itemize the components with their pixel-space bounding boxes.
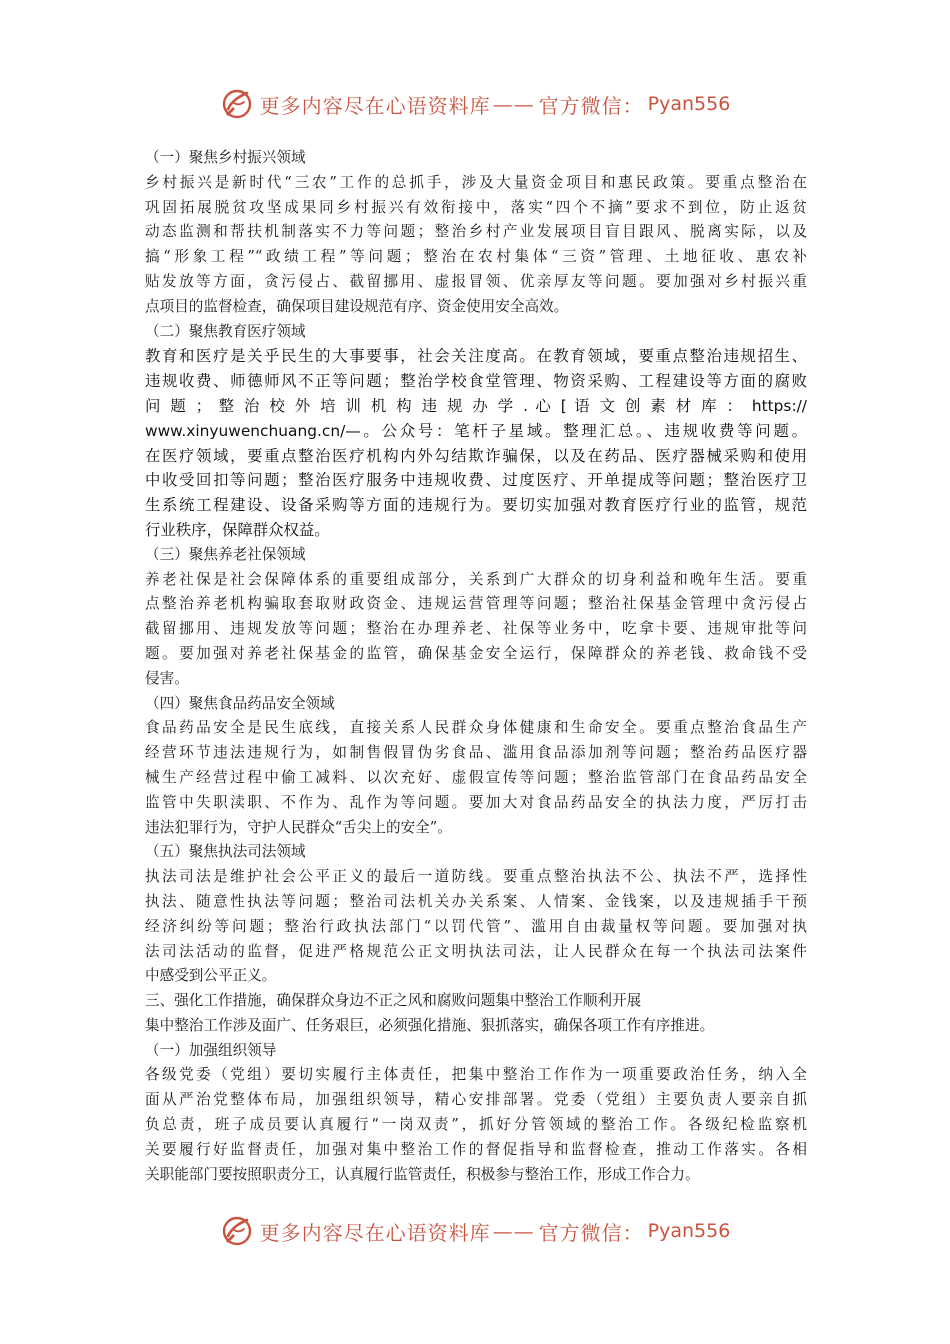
wechat-id: Pyan556 [647,1220,731,1242]
paragraph-line: 经营环节违法违规行为，如制售假冒伪劣食品、滥用食品添加剂等问题；整治药品医疗器 [145,744,807,762]
paragraph-line: 中收受回扣等问题；整治医疗服务中违规收费、过度医疗、开单提成等问题；整治医疗卫 [145,471,807,490]
paragraph-line: 行业秩序，保障群众权益。 [145,520,330,539]
paragraph-line: 点整治养老机构骗取套取财政资金、违规运营管理等问题；整治社保基金管理中贪污侵占 [145,595,807,613]
paragraph-line: 巩固拓展脱贫攻坚成果同乡村振兴有效衔接中，落实“四个不摘”要求不到位，防止返贫 [145,198,807,216]
paragraph-line: 养老社保是社会保障体系的重要组成部分，关系到广大群众的切身利益和晚年生活。要重 [145,570,807,588]
pen-logo-icon [220,1214,254,1248]
paragraph-line: 法司法活动的监督，促进严格规范公正文明执法司法，让人民群众在每一个执法司法案件 [145,942,807,960]
paragraph-line: 侵害。 [145,669,189,687]
section-heading-rural: （一）聚焦乡村振兴领域 [145,149,306,166]
paragraph-line: 点项目的监督检查，确保项目建设规范有序、资金使用安全高效。 [145,297,569,315]
paragraph-line: 面从严治党整体布局，加强组织领导，精心安排部署。党委（党组）主要负责人要亲自抓 [145,1091,807,1109]
paragraph-line: 生系统工程建设、设备采购等方面的违规行为。要切实加强对教育医疗行业的监管，规范 [145,496,807,515]
paragraph-line: 教育和医疗是关乎民生的大事要事，社会关注度高。在教育领域，要重点整治违规招生、 [145,347,807,366]
header-watermark-banner [0,84,950,124]
section-heading-education-medical: （二）聚焦教育医疗领域 [145,322,306,340]
paragraph-line: 关要履行好监督责任，加强对集中整治工作的督促指导和监督检查，推动工作落实。各相 [145,1140,807,1158]
paragraph-line: 关职能部门要按照职责分工，认真履行监管责任，积极参与整治工作，形成工作合力。 [145,1165,700,1183]
banner-separator: —— [492,92,535,116]
document-body [145,146,807,1187]
paragraph-line: 集中整治工作涉及面广、任务艰巨，必须强化措施、狠抓落实，确保各项工作有序推进。 [145,1016,715,1034]
paragraph-line: 贴发放等方面，贪污侵占、截留挪用、虚报冒领、优亲厚友等问题。要加强对乡村振兴重 [145,272,807,290]
section-heading-elderly-social: （三）聚焦养老社保领域 [145,545,306,563]
paragraph-line: 经济纠纷等问题；整治行政执法部门“以罚代管”、滥用自由裁量权等问题。要加强对执 [145,917,807,935]
paragraph-line: 监管中失职渎职、不作为、乱作为等问题。要加大对食品药品安全的执法力度，严厉打击 [145,793,807,811]
pen-logo-icon [220,87,254,121]
paragraph-line: 问 题 ； 整 治 校 外 培 训 机 构 违 规 办 学 . 心 [ 语 文 创 素 材 库 ： https:// [145,396,807,415]
brand-text: 更多内容尽在心语资料库 [259,1220,491,1245]
paragraph-line: 执法、随意性执法等问题；整治司法机关办关系案、人情案、金钱案，以及违规插手干预 [145,892,807,910]
paragraph-line: www.xinyuwenchuang.cn/—。公众号：笔杆子星域。整理汇总。、违规收费等问题。 [145,421,807,440]
paragraph-line: 食品药品安全是民生底线，直接关系人民群众身体健康和生命安全。要重点整治食品生产 [145,719,807,737]
paragraph-line: 各级党委（党组）要切实履行主体责任，把集中整治工作作为一项重要政治任务，纳入全 [145,1066,807,1084]
paragraph-line: 乡村振兴是新时代“三农”工作的总抓手，涉及大量资金项目和惠民政策。要重点整治在 [145,173,807,191]
paragraph-line: 中感受到公平正义。 [145,967,277,985]
paragraph-line: 动态监测和帮扶机制落实不力等问题；整治乡村产业发展项目盲目跟风、脱离实际，以及 [145,223,807,241]
paragraph-line: 械生产经营过程中偷工减料、以次充好、虚假宣传等问题；整治监管部门在食品药品安全 [145,768,807,786]
wechat-label: 官方微信： [538,93,644,118]
paragraph-line: 搞“形象工程”“政绩工程”等问题；整治在农村集体“三资”管理、土地征收、惠农补 [145,248,807,266]
wechat-id: Pyan556 [647,93,731,115]
brand-text: 更多内容尽在心语资料库 [259,93,491,118]
paragraph-line: 违规收费、师德师风不正等问题；整治学校食堂管理、物资采购、工程建设等方面的腐败 [145,372,807,391]
paragraph-line: 负总责，班子成员要认真履行“一岗双责”，抓好分管领域的整治工作。各级纪检监察机 [145,1116,807,1134]
chapter-heading-measures: 三、强化工作措施，确保群众身边不正之风和腐败问题集中整治工作顺利开展 [145,992,642,1010]
section-heading-leadership: （一）加强组织领导 [145,1041,277,1059]
paragraph-line: 截留挪用、违规发放等问题；整治在办理养老、社保等业务中，吃拿卡要、违规审批等问 [145,620,807,638]
wechat-label: 官方微信： [538,1220,644,1245]
paragraph-line: 题。要加强对养老社保基金的监管，确保基金安全运行，保障群众的养老钱、救命钱不受 [145,644,807,662]
banner-separator: —— [492,1219,535,1243]
paragraph-line: 在医疗领域，要重点整治医疗机构内外勾结欺诈骗保，以及在药品、医疗器械采购和使用 [145,446,807,465]
footer-watermark-banner [0,1211,950,1251]
section-heading-law-enforcement: （五）聚焦执法司法领域 [145,843,306,861]
paragraph-line: 执法司法是维护社会公平正义的最后一道防线。要重点整治执法不公、执法不严，选择性 [145,868,807,886]
section-heading-food-drug: （四）聚焦食品药品安全领域 [145,694,335,712]
paragraph-line: 违法犯罪行为，守护人民群众“舌尖上的安全”。 [145,818,452,836]
